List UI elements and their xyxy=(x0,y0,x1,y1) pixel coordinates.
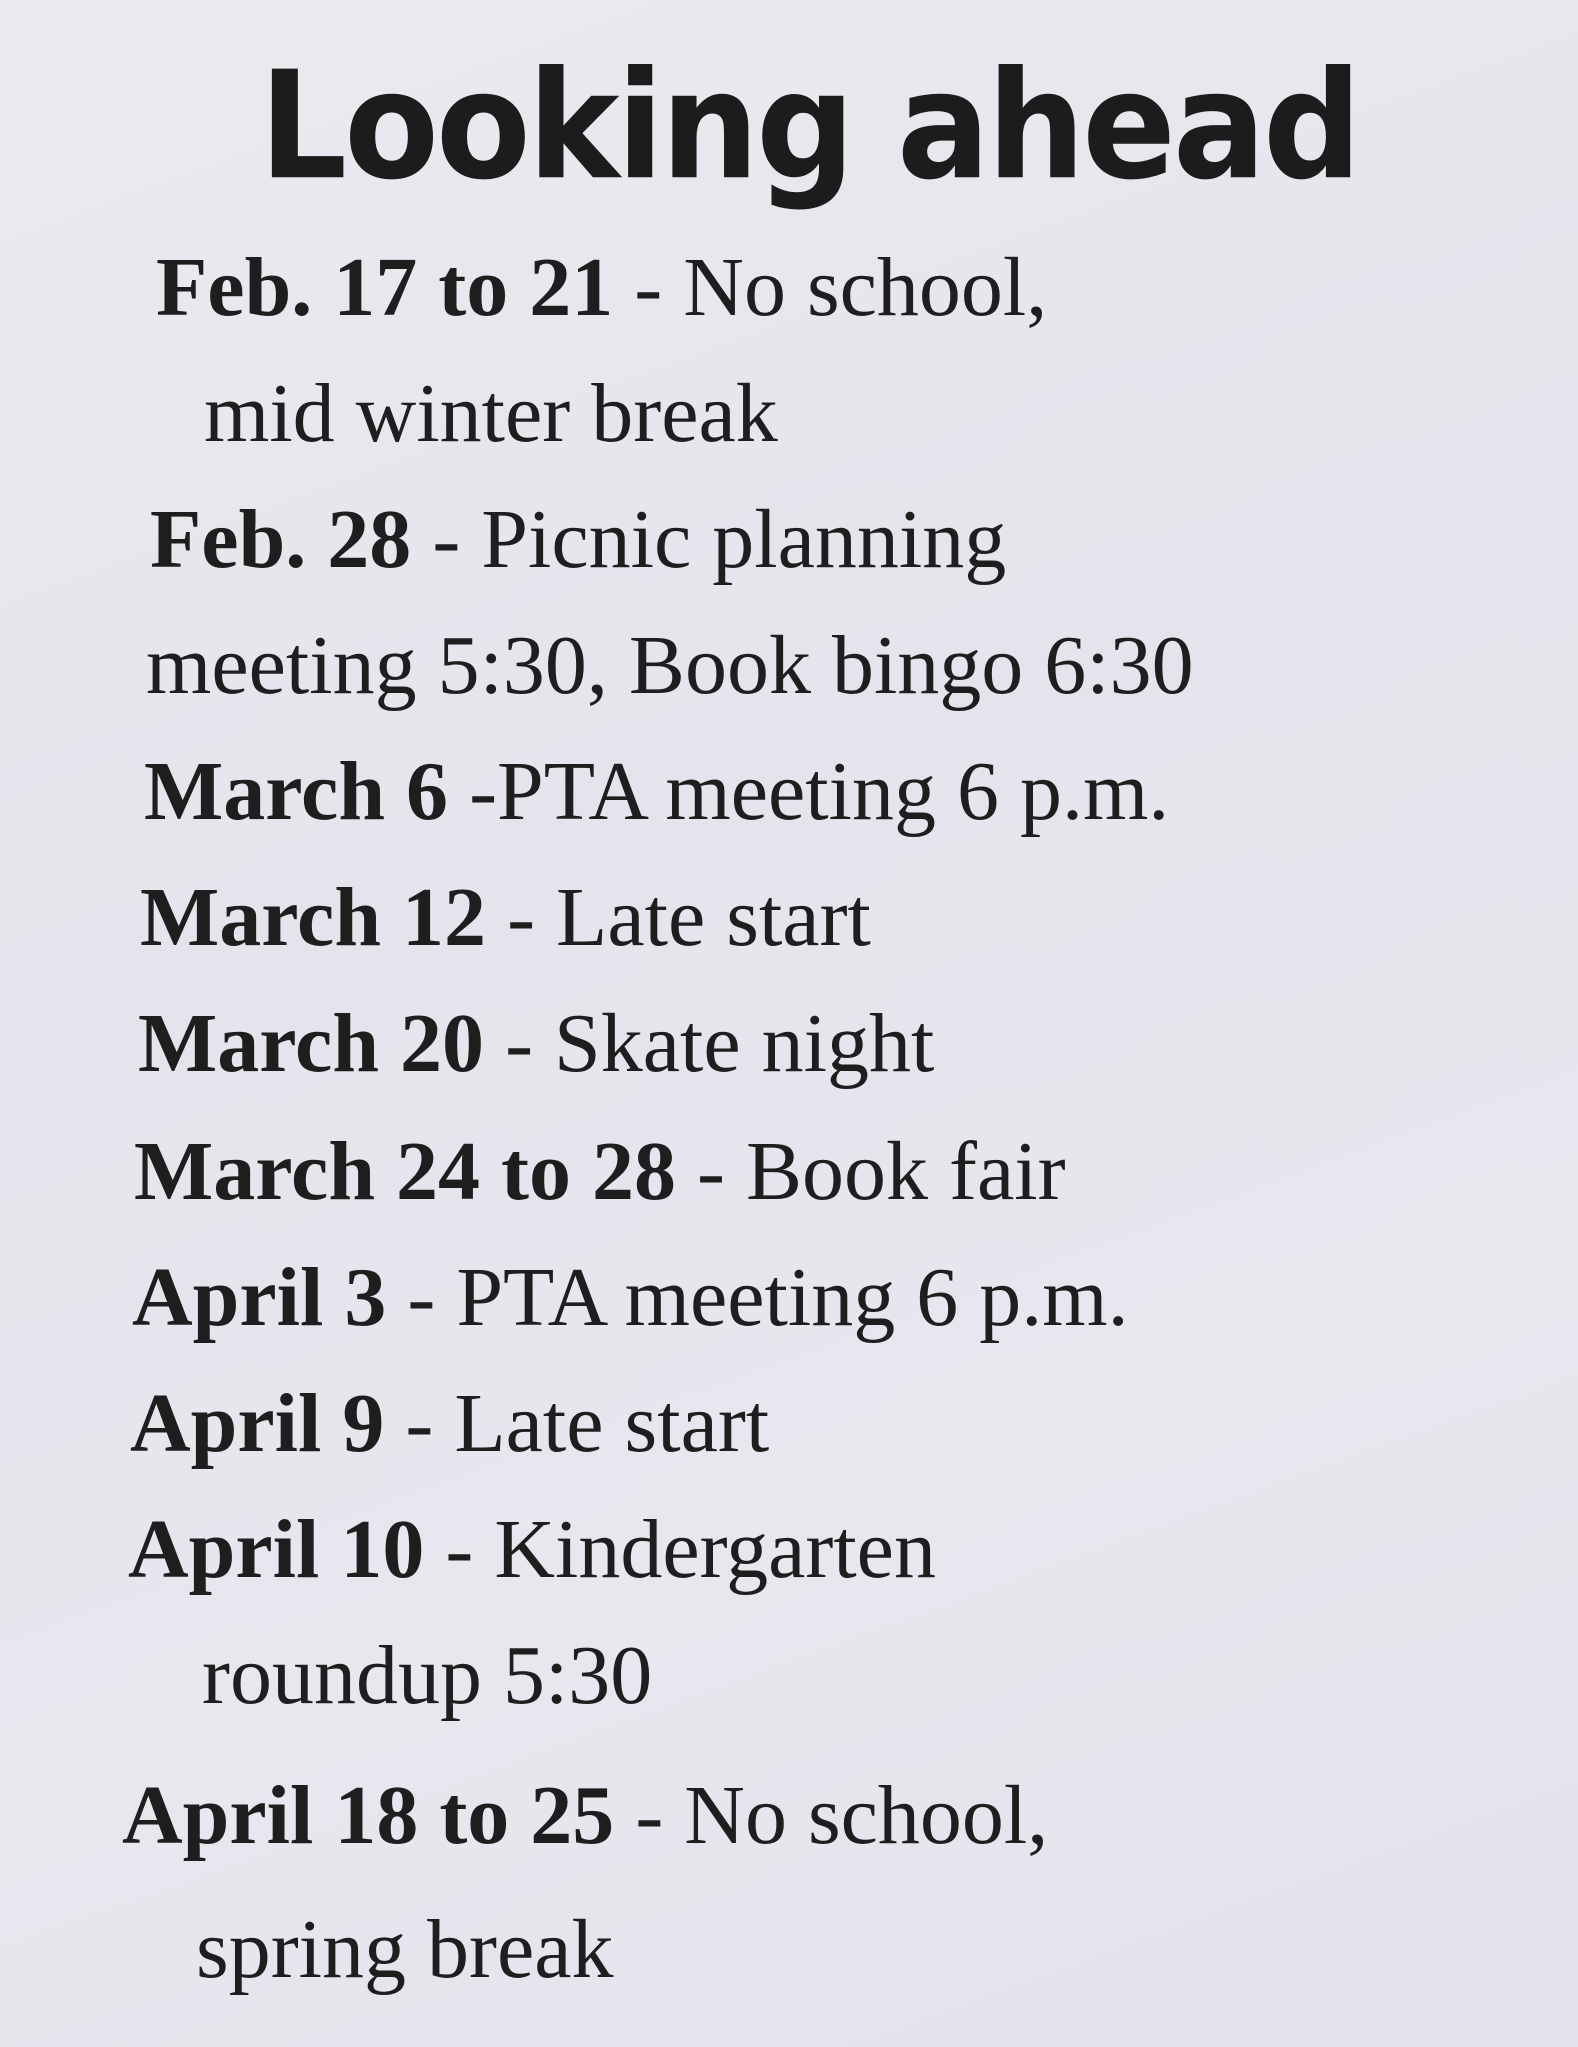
event-date: April 9 xyxy=(130,1377,385,1470)
event-separator: - xyxy=(613,241,684,334)
event-item xyxy=(140,871,871,964)
event-continuation: mid winter break xyxy=(204,367,778,460)
event-separator: - xyxy=(411,493,482,586)
event-item xyxy=(134,1125,1066,1218)
event-item xyxy=(138,997,935,1090)
event-separator: - xyxy=(676,1125,747,1218)
page-title: Looking ahead xyxy=(259,39,1359,213)
event-item xyxy=(122,1769,1049,1862)
event-date: April 10 xyxy=(128,1503,425,1596)
event-description: Picnic planning xyxy=(481,493,1007,586)
event-separator: - xyxy=(448,745,498,838)
event-separator: - xyxy=(484,997,555,1090)
event-date: Feb. 17 to 21 xyxy=(156,241,614,334)
event-separator: - xyxy=(486,871,557,964)
event-item xyxy=(128,1503,936,1596)
event-continuation: spring break xyxy=(196,1903,614,1996)
event-date: March 6 xyxy=(144,745,449,838)
event-item xyxy=(144,745,1170,838)
event-description: Skate night xyxy=(554,997,935,1090)
event-item xyxy=(150,493,1007,586)
event-continuation: roundup 5:30 xyxy=(202,1629,653,1722)
event-description: PTA meeting 6 p.m. xyxy=(497,745,1170,838)
event-description: Late start xyxy=(556,871,871,964)
event-continuation: meeting 5:30, Book bingo 6:30 xyxy=(146,619,1194,712)
event-description: Late start xyxy=(454,1377,770,1470)
event-description: No school, xyxy=(683,241,1048,334)
event-separator: - xyxy=(384,1377,455,1470)
event-date: April 3 xyxy=(132,1251,387,1344)
event-description: PTA meeting 6 p.m. xyxy=(456,1251,1129,1344)
event-separator: - xyxy=(386,1251,457,1344)
event-separator: - xyxy=(424,1503,495,1596)
event-date: March 20 xyxy=(138,997,485,1090)
event-item xyxy=(156,241,1048,334)
event-item xyxy=(132,1251,1129,1344)
event-date: March 12 xyxy=(140,871,487,964)
event-date: March 24 to 28 xyxy=(134,1125,677,1218)
event-date: Feb. 28 xyxy=(150,493,412,586)
event-separator: - xyxy=(614,1769,685,1862)
event-description: Book fair xyxy=(746,1125,1066,1218)
event-description: Kindergarten xyxy=(494,1503,936,1596)
event-date: April 18 to 25 xyxy=(122,1769,615,1862)
event-description: No school, xyxy=(684,1769,1049,1862)
event-item xyxy=(130,1377,770,1470)
